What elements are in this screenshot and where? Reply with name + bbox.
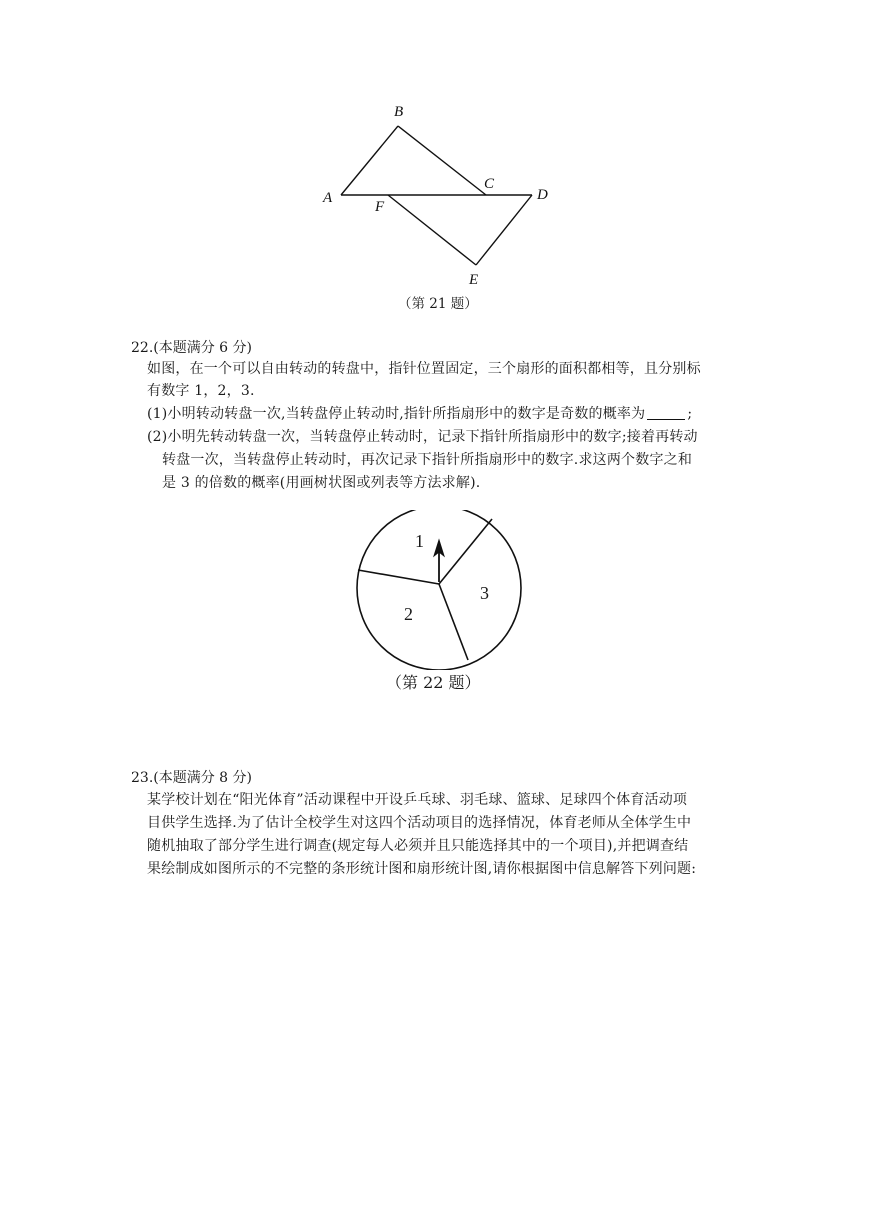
q22-spinner-figure <box>350 510 530 670</box>
q23-line-1: 某学校计划在“阳光体育”活动课程中开设乒乓球、羽毛球、篮球、足球四个体育活动项 <box>147 792 688 808</box>
q22-stem-line-1: 如图，在一个可以自由转动的转盘中，指针位置固定，三个扇形的面积都相等，且分别标 <box>147 361 701 377</box>
q22-part-2-line-2: 转盘一次，当转盘停止转动时，再次记录下指针所指扇形中的数字.求这两个数字之和 <box>162 452 693 468</box>
point-label-c: C <box>484 176 495 192</box>
q22-stem-line-2: 有数字 1，2，3. <box>147 383 255 399</box>
sector-number-3: 3 <box>480 583 489 603</box>
q22-part-2-line-3: 是 3 的倍数的概率(用画树状图或列表等方法求解). <box>162 475 481 491</box>
q22-part-1-text: (1)小明转动转盘一次,当转盘停止转动时,指针所指扇形中的数字是奇数的概率为 <box>147 406 646 422</box>
spinner-divider-2 <box>358 570 439 584</box>
q22-figure-caption: （第 22 题） <box>386 673 481 692</box>
q22-answer-blank[interactable] <box>647 405 685 420</box>
spinner-circle <box>357 510 521 670</box>
q22-part-1-end: ; <box>687 406 693 422</box>
point-label-f: F <box>375 199 385 215</box>
spinner-divider-1 <box>439 519 492 584</box>
point-label-d: D <box>537 187 548 203</box>
point-label-b: B <box>394 104 404 120</box>
segment-ab <box>341 126 398 195</box>
sector-number-1: 1 <box>415 531 424 551</box>
segment-de <box>476 195 532 265</box>
sector-number-2: 2 <box>404 604 413 624</box>
q23-line-4: 果绘制成如图所示的不完整的条形统计图和扇形统计图,请你根据图中信息解答下列问题: <box>147 861 697 877</box>
q21-figure-caption: （第 21 题） <box>398 296 478 312</box>
q23-line-3: 随机抽取了部分学生进行调查(规定每人必须并且只能选择其中的一个项目),并把调查结 <box>147 838 689 854</box>
q23-line-2: 目供学生选择.为了估计全校学生对这四个活动项目的选择情况，体育老师从全体学生中 <box>147 815 692 831</box>
segment-bc <box>398 126 486 195</box>
q22-heading: 22.(本题满分 6 分) <box>131 340 252 356</box>
point-label-a: A <box>323 190 333 206</box>
q21-geometry-figure <box>0 0 869 300</box>
segment-fe <box>388 195 476 265</box>
q22-part-1 <box>147 403 692 423</box>
q22-part-2-line-1: (2)小明先转动转盘一次，当转盘停止转动时，记录下指针所指扇形中的数字;接着再转动 <box>147 429 698 445</box>
spinner-divider-3 <box>439 584 468 660</box>
q23-heading: 23.(本题满分 8 分) <box>131 770 252 786</box>
point-label-e: E <box>469 272 479 288</box>
